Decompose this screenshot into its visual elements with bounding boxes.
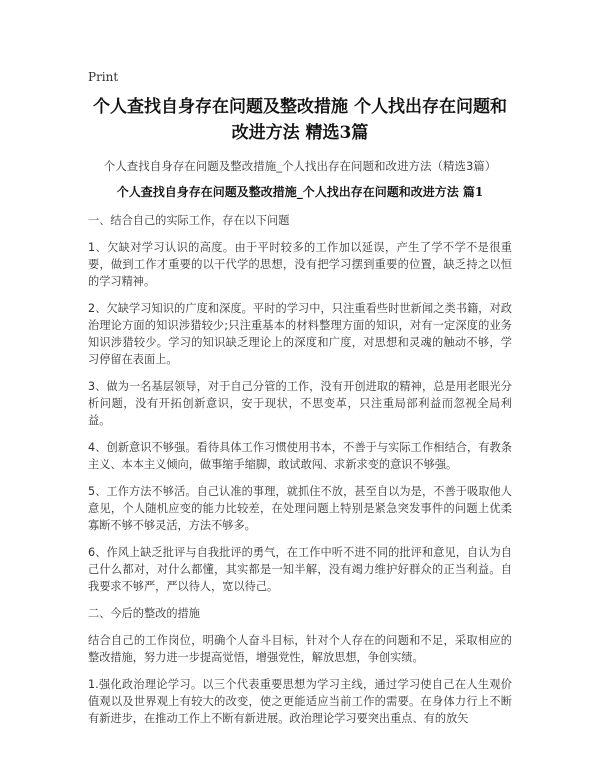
- page-title: 个人查找自身存在问题及整改措施 个人找出存在问题和改进方法 精选3篇: [93, 97, 507, 143]
- print-link[interactable]: Print: [88, 70, 119, 84]
- document-body: [88, 212, 512, 737]
- paragraph: 一、结合自己的实际工作，存在以下问题: [88, 214, 290, 227]
- paragraph: 3、做为一名基层领导，对于自己分管的工作，没有开创进取的精神，总是用老眼光分析问题，没有开拓创新意识，安于现状，不思变革，只注重局部利益而忽视全局利益。: [88, 380, 512, 427]
- paragraph: 2、欠缺学习知识的广度和深度。平时的学习中，只注重看些时世新闻之类书籍，对政治理论方面的知识涉猎较少;只注重基本的材料整理方面的知识，对有一定深度的业务知识涉猎较少。学习的知识缺乏理论上的深度和广度，对思想和灵魂的触动不够，学习停留在表面上。: [88, 302, 512, 366]
- paragraph: 二、今后的整改的措施: [88, 607, 200, 620]
- paragraph: 4、创新意识不够强。看待具体工作习惯使用书本，不善于与实际工作相结合，有教条主义、本本主义倾向，做事缩手缩脚，敢试敢闯、求新求变的意识不够强。: [88, 441, 512, 471]
- paragraph: 结合自己的工作岗位，明确个人奋斗目标，针对个人存在的问题和不足，采取相应的整改措施，努力进一步提高觉悟，增强党性，解放思想，争创实绩。: [88, 634, 512, 664]
- paragraph: 6、作风上缺乏批评与自我批评的勇气，在工作中听不进不同的批评和意见，自认为自己什么都对，对什么都懂，其实都是一知半解，没有竭力维护好群众的正当利益。自我要求不够严，严以待人，宽以待己。: [88, 546, 512, 593]
- paragraph: 1.强化政治理论学习。以三个代表重要思想为学习主线，通过学习使自己在人生观价值观以及世界观上有较大的改变，使之更能适应当前工作的需要。在身体力行上不断有新进步，在推动工作上不断有新进展。政治理论学习要突出重点、有的放矢: [88, 678, 512, 725]
- section-heading: 个人查找自身存在问题及整改措施_个人找出存在问题和改进方法 篇1: [116, 185, 484, 199]
- paragraph: 1、欠缺对学习认识的高度。由于平时较多的工作加以延误，产生了学不学不是很重要，做到工作才重要的以干代学的思想，没有把学习摆到重要的位置，缺乏持之以恒的学习精神。: [88, 241, 512, 288]
- document-page: [88, 0, 512, 776]
- paragraph: 5、工作方法不够活。自己认准的事理，就抓住不放，甚至自以为是，不善于吸取他人意见，个人随机应变的能力比较差，在处理问题上特别是紧急突发事件的问题上优柔寡断不够不够灵活，方法不够多。: [88, 485, 512, 532]
- page-subtitle: 个人查找自身存在问题及整改措施_个人找出存在问题和改进方法（精选3篇）: [103, 159, 497, 173]
